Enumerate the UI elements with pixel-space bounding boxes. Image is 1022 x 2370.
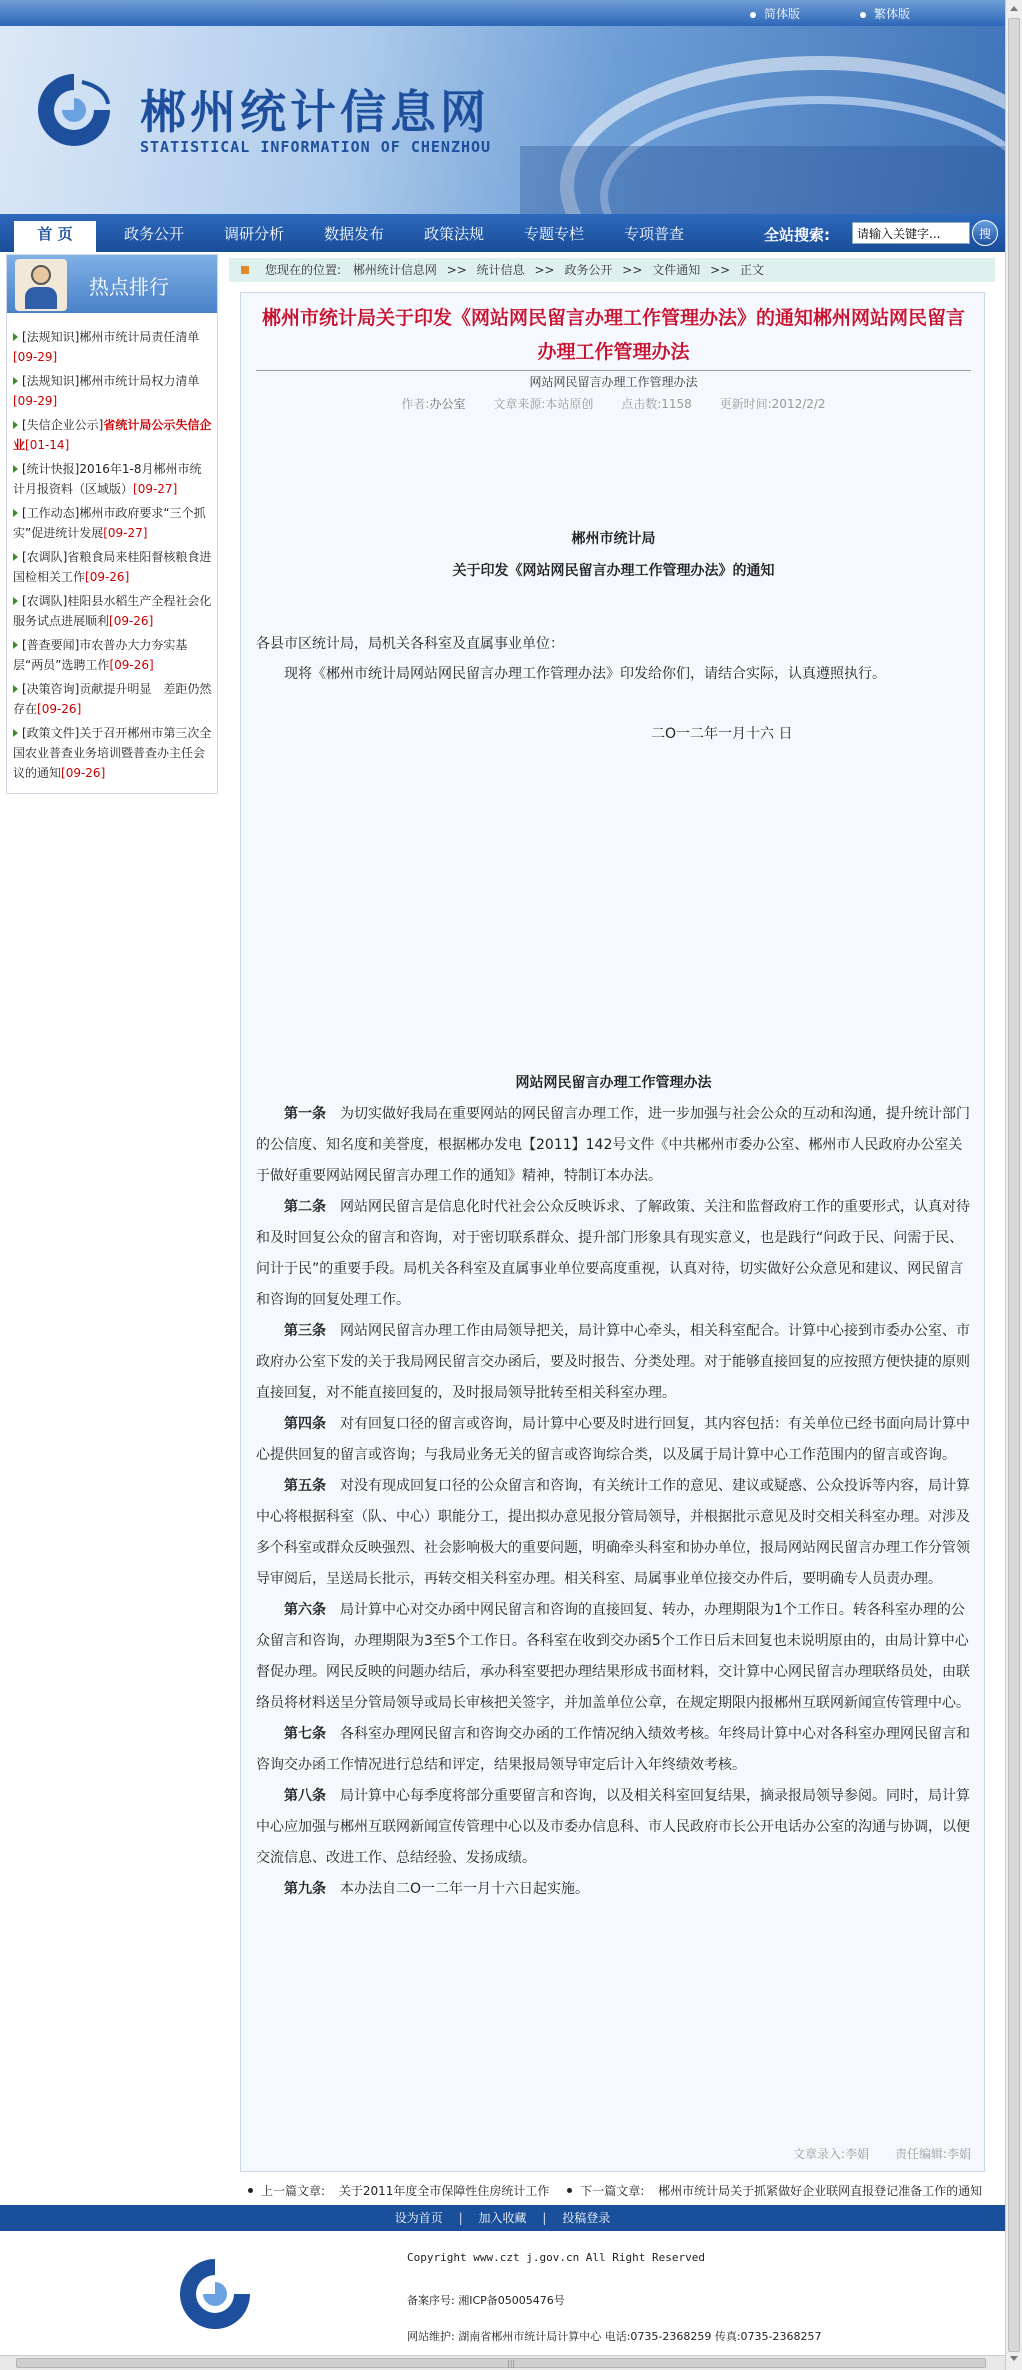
hits-value: 1158 [661,397,692,411]
clause-label: 第三条 [284,1323,326,1339]
clause-text: 局计算中心对交办函中网民留言和咨询的直接回复、转办，办理期限为1个工作日。转各科室办理的公众留言和咨询，办理期限为3至5个工作日。各科室在收到交办函5个工作日后未回复也未说明原由的，由局计算中心督促办理。网民反映的问题办结后，承办科室要把办理结果形成书面材料，交计算中心网民留言办理联络员处，由联络员将材料送呈分管局领导或局长审核把关签字，并加盖单位公章，在规定期限内报郴州互联网新闻宣传管理中心。 [256,1602,970,1711]
entry-label: 文章录入: [793,2147,846,2161]
updated-value: 2012/2/2 [771,397,826,411]
notice-title: 关于印发《网站网民留言办理工作管理办法》的通知 [452,563,775,579]
copyright-text: Copyright www.czt j.gov.cn All Right Reserved [407,2251,706,2264]
breadcrumb-separator: >> [534,263,555,277]
arrow-icon [13,729,18,737]
clause-label: 第八条 [284,1788,326,1804]
title-divider [256,370,971,371]
location-icon [241,266,249,274]
bullet-icon [248,2188,253,2193]
article-subtitle: 网站网民留言办理工作管理办法 [529,375,698,389]
footer-separator: | [542,2211,547,2225]
next-label: 下一篇文章: [580,2184,645,2198]
prev-article-link[interactable]: 关于2011年度全市保障性住房统计工作 [338,2184,550,2198]
simplified-chinese-link[interactable]: 简体版 [750,5,800,22]
author-value: 办公室 [429,397,466,411]
spacer [256,587,971,629]
source-label: 文章来源: [493,397,546,411]
reader-avatar-icon [15,259,67,311]
breadcrumb-separator: >> [446,263,467,277]
hot-list-item[interactable]: [决策咨询]贡献提升明显 差距仍然存在[09-26] [13,682,212,716]
scroll-up-arrow-icon[interactable] [1010,6,1018,11]
vertical-scrollbar[interactable] [1005,0,1022,2370]
scroll-thumb[interactable] [16,2358,986,2368]
hot-ranking-sidebar [6,254,218,794]
article-clause-3 [256,1316,971,1409]
hot-list [7,327,217,787]
clause-label: 第九条 [284,1881,326,1897]
next-article-link[interactable]: 郴州市统计局关于抓紧做好企业联网直报登记准备工作的通知 [658,2184,983,2198]
site-title: 郴州统计信息网 [140,85,490,139]
article-clause-6 [256,1595,971,1719]
salutation: 各县市区统计局，局机关各科室及直属事业单位： [256,636,564,652]
footer-logo-icon [170,2255,260,2333]
clause-label: 第七条 [284,1726,326,1742]
prev-next-nav [246,2180,986,2202]
clause-text: 各科室办理网民留言和咨询交办函的工作情况纳入绩效考核。年终局计算中心对各科室办理网民留言和咨询交办函工作情况进行总结和评定，结果报局领导审定后计入年终绩效考核。 [256,1726,970,1773]
clause-text: 对没有现成回复口径的公众留言和咨询，有关统计工作的意见、建议或疑惑、公众投诉等内容，局计算中心将根据科室（队、中心）职能分工，提出拟办意见报分管局领导，并根据批示意见及时交相关科室办理。对涉及多个科室或群众反映强烈、社会影响极大的重要问题，明确牵头科室和协办单位，报局网站网民留言办理工作分管领导审阅后，呈送局长批示，再转交相关科室办理。相关科室、局属事业单位接交办件后，要明确专人员责办理。 [256,1478,970,1587]
source-value: 本站原创 [545,397,594,411]
hot-list-item[interactable]: [普查要闻]市农普办大力夯实基层“两员”选聘工作[09-26] [13,638,188,672]
breadcrumb [229,258,995,282]
footer-links-bar [0,2205,1005,2231]
clause-text: 网站网民留言是信息化时代社会公众反映诉求、了解政策、关注和监督政府工作的重要形式，认真对待和及时回复公众的留言和咨询，对于密切联系群众、提升部门形象具有现实意义，也是践行“问政于民、问需于民、问计于民”的重要手段。局机关各科室及直属事业单位要高度重视，认真对待，切实做好公众意见和建议、网民留言和咨询的回复处理工作。 [256,1199,970,1308]
footer-separator: | [458,2211,463,2225]
breadcrumb-prefix: 您现在的位置: [265,263,342,277]
article-body [256,523,971,1905]
grip-icon: ||| [507,2359,516,2368]
editor-label: 责任编辑: [894,2147,947,2161]
editor-value: 李娟 [946,2147,971,2161]
breadcrumb-current: 正文 [740,263,765,277]
site-footer [0,2231,1005,2355]
nav-tab-government-affairs[interactable]: 政务公开 [123,225,184,243]
article-clause-9 [256,1874,971,1905]
clause-label: 第六条 [284,1602,326,1618]
clause-label: 第一条 [284,1106,326,1122]
breadcrumb-link-notices[interactable]: 文件通知 [652,263,701,277]
sidebar-header [7,255,217,313]
nav-tab-policy[interactable]: 政策法规 [423,225,484,243]
article-meta [256,395,971,412]
notice-date: 二O一二年一月十六 日 [651,726,793,742]
clause-label: 第五条 [284,1478,326,1494]
rules-title: 网站网民留言办理工作管理办法 [515,1075,712,1091]
arrow-icon [13,553,18,561]
site-subtitle: STATISTICAL INFORMATION OF CHENZHOU [140,138,492,156]
nav-tab-data-release[interactable]: 数据发布 [323,225,384,243]
clause-label: 第四条 [284,1416,326,1432]
hot-list-item[interactable]: [失信企业公示]省统计局公示失信企业[01-14] [13,418,212,452]
prev-label: 上一篇文章: [261,2184,326,2198]
article-credits [256,2145,971,2162]
breadcrumb-link-home[interactable]: 郴州统计信息网 [352,263,437,277]
search-input[interactable] [852,222,970,244]
bullet-icon [750,12,756,18]
hot-list-item[interactable]: [农调队]省粮食局来桂阳督核粮食进国检相关工作[09-26] [13,550,212,584]
nav-tab-research[interactable]: 调研分析 [223,225,284,243]
hot-list-item[interactable]: [统计快报]2016年1-8月郴州市统计月报资料（区域版）[09-27] [13,462,202,496]
arrow-icon [13,421,18,429]
article-clause-8 [256,1781,971,1874]
entry-value: 李娟 [845,2147,870,2161]
arrow-icon [13,465,18,473]
article-title: 郴州市统计局关于印发《网站网民留言办理工作管理办法》的通知郴州网站网民留言办理工作管理办法 [261,307,965,363]
traditional-chinese-link[interactable]: 繁体版 [860,5,910,22]
issuing-org: 郴州市统计局 [571,531,656,547]
stadium-image-base [520,146,1005,214]
bullet-icon [860,12,866,18]
notice-body: 现将《郴州市统计局网站网民留言办理工作管理办法》印发给你们，请结合实际，认真遵照执行。 [284,666,886,682]
clause-label: 第二条 [284,1199,326,1215]
sidebar-title: 热点排行 [89,275,169,299]
hot-list-item[interactable]: [法规知识]郴州市统计局责任清单 [09-29] [13,330,200,364]
clause-text: 为切实做好我局在重要网站的网民留言办理工作，进一步加强与社会公众的互动和沟通，提升统计部门的公信度、知名度和美誉度，根据郴办发电【2011】142号文件《中共郴州市委办公室、郴州市人民政府办公室关于做好重要网站网民留言办理工作的通知》精神，特制订本办法。 [256,1106,970,1184]
set-homepage-link[interactable]: 设为首页 [394,2211,443,2225]
breadcrumb-link-stats-info[interactable]: 统计信息 [476,263,525,277]
hot-list-item[interactable]: [农调队]桂阳县水稻生产全程社会化服务试点进展顺利[09-26] [13,594,212,628]
nav-tab-special-topics[interactable]: 专题专栏 [523,225,584,243]
article-clause-2 [256,1192,971,1316]
top-utility-bar [0,0,1005,26]
scroll-thumb[interactable] [1008,18,1020,2352]
search-label: 全站搜索: [764,226,830,244]
hot-list-item[interactable]: [政策文件]关于召开郴州市第三次全国农业普查业务培训暨普查办主任会议的通知[09-26] [13,726,212,780]
author-label: 作者: [401,397,430,411]
article-clause-1 [256,1099,971,1192]
main-nav [0,214,1005,252]
breadcrumb-trail [265,258,764,282]
icp-text: 备案序号: 湘ICP备05005476号 [407,2294,565,2307]
arrow-icon [13,685,18,693]
maintainer-text: 网站维护: 湖南省郴州市统计局计算中心 电话:0735-2368259 传真:0735-2368257 [407,2330,822,2343]
clause-text: 对有回复口径的留言或咨询，局计算中心要及时进行回复，其内容包括：有关单位已经书面向局计算中心提供回复的留言或咨询；与我局业务无关的留言或咨询综合类，以及属于局计算中心工作范围内的留言或咨询。 [256,1416,970,1463]
clause-text: 局计算中心每季度将部分重要留言和咨询，以及相关科室回复结果，摘录报局领导参阅。同时，局计算中心应加强与郴州互联网新闻宣传管理中心以及市委办信息科、市人民政府市长公开电话办公室的沟通与协调，以便交流信息、改进工作、总结经验、发扬成绩。 [256,1788,970,1866]
hits-label: 点击数: [621,397,662,411]
search-button[interactable]: 搜 [972,220,998,246]
nav-tab-census[interactable]: 专项普查 [623,225,684,243]
clause-text: 本办法自二O一二年一月十六日起实施。 [340,1881,590,1897]
article-panel [240,292,985,2172]
arrow-icon [13,333,18,341]
article-clause-5 [256,1471,971,1595]
horizontal-scrollbar[interactable] [0,2355,1005,2370]
arrow-icon [13,597,18,605]
updated-label: 更新时间: [719,397,772,411]
arrow-icon [13,509,18,517]
bullet-icon [567,2188,572,2193]
add-favorite-link[interactable]: 加入收藏 [478,2211,527,2225]
spacer [256,689,971,719]
hot-list-item[interactable]: [工作动态]郴州市政府要求“三个抓实”促进统计发展[09-27] [13,506,206,540]
nav-tab-home[interactable]: 首 页 [14,221,96,252]
hot-list-item[interactable]: [法规知识]郴州市统计局权力清单 [09-29] [13,374,200,408]
arrow-icon [13,641,18,649]
header-banner [0,26,1005,214]
breadcrumb-link-gov-affairs[interactable]: 政务公开 [564,263,613,277]
submit-login-link[interactable]: 投稿登录 [562,2211,611,2225]
scroll-down-arrow-icon[interactable] [1010,2356,1018,2361]
breadcrumb-separator: >> [710,263,731,277]
article-clause-4 [256,1409,971,1471]
site-logo-icon [32,68,116,152]
article-clause-7 [256,1719,971,1781]
breadcrumb-separator: >> [622,263,643,277]
spacer [256,749,971,1067]
clause-text: 网站网民留言办理工作由局领导把关，局计算中心牵头，相关科室配合。计算中心接到市委办公室、市政府办公室下发的关于我局网民留言交办函后，要及时报告、分类处理。对于能够直接回复的应按照方便快捷的原则直接回复，对不能直接回复的，及时报局领导批转至相关科室办理。 [256,1323,970,1401]
arrow-icon [13,377,18,385]
